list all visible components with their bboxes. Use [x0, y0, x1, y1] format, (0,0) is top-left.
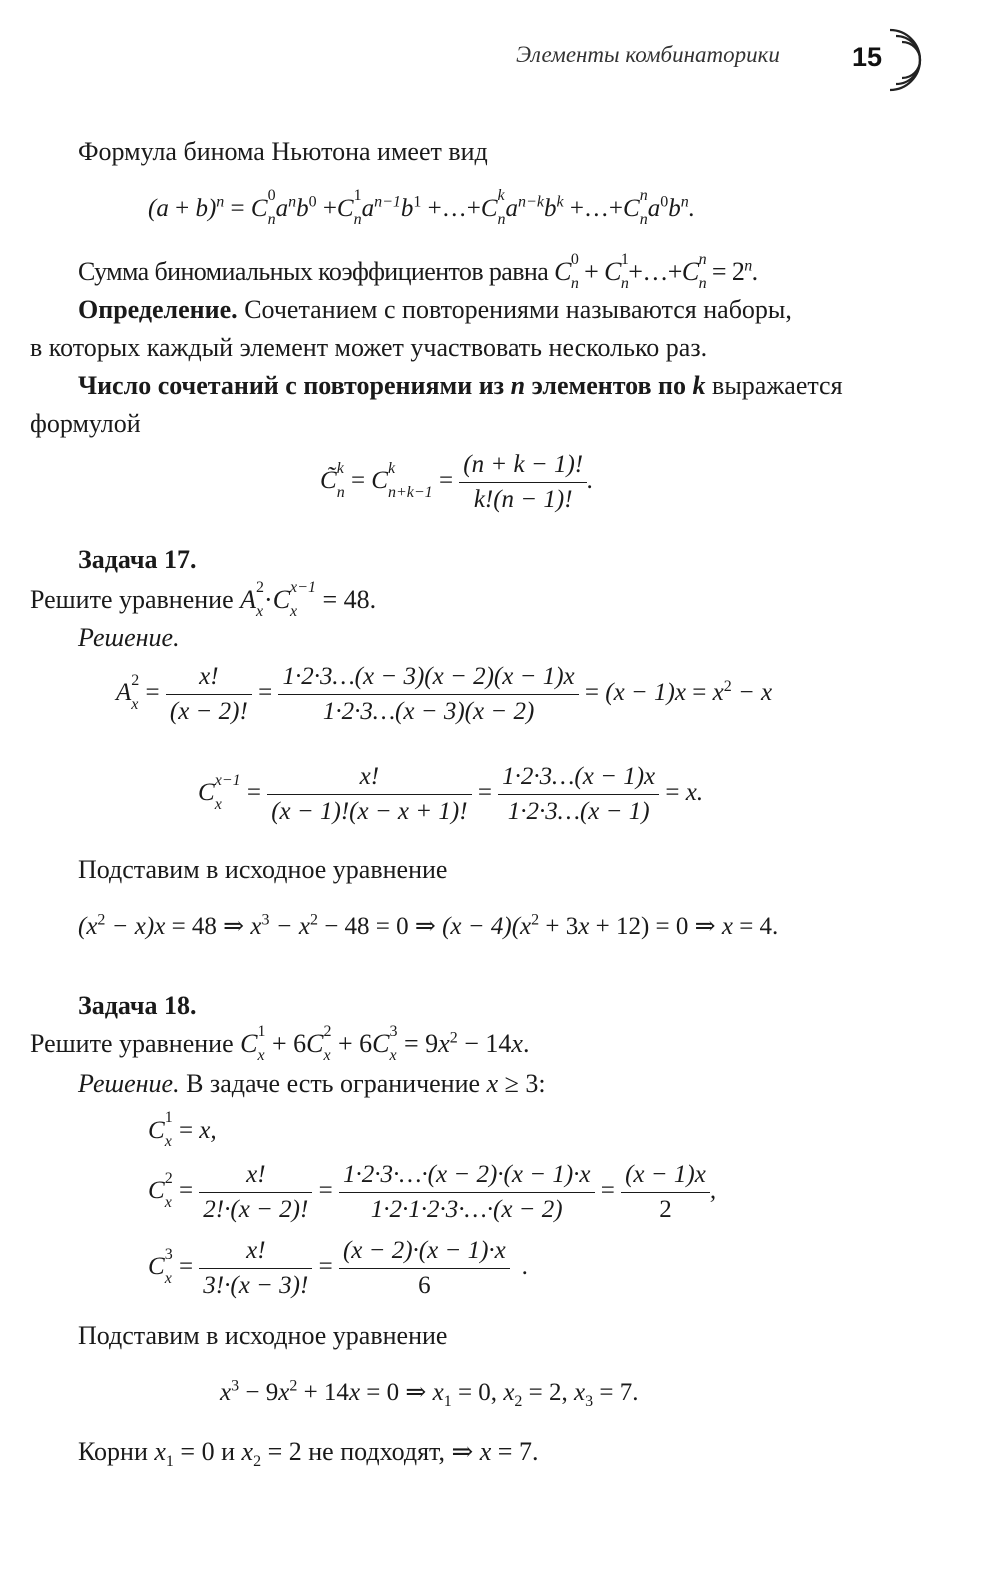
task17-substitute: Подставим в исходное уравнение [78, 855, 448, 884]
binomial-sum-line: Сумма биномиальных коэффициентов равна C 0 n + C 1 n +…+C n n = $2^n$. [78, 251, 758, 293]
definition-label: Определение. [78, 295, 238, 324]
definition-line1 [78, 294, 792, 326]
binomial-formula: $(a + b)^n = C$ 0 n $a^nb^0 +C$ 1 n $a^{n-1}b^1$ +…+C k n $a^{n-k}b^k$ +…+C n n $a^0b^n$. [148, 187, 695, 229]
task17-formula-c: C x−1 x = $\frac{x!}{(x - 1)!(x - x + 1)!}$ = $\frac{1\cdot 2\cdot 3\dots(x - 1)x}{1\cdot 2\cdot 3\dots(x - 1)}$ = x. [198, 763, 704, 825]
binomial-intro: Формула бинома Ньютона имеет вид [78, 137, 488, 166]
task18-formula-c1: C 1 x = x, [148, 1109, 217, 1151]
combo-rep-formula: C̃ k n = C k n+k−1 = $\frac{(n + k - 1)!}{k!(n - 1)!}$ . [320, 451, 594, 513]
page-number-arc-icon [886, 26, 932, 94]
task18-cubic-equation: $x^3 - 9x^2 + 14x = 0$ ⇒ $x_1 = 0$, $x_2 = 2$, $x_3 = 7$. [220, 1377, 639, 1410]
definition-text1: Сочетанием с повторениями называются наборы, [244, 295, 792, 324]
task17-statement-line: Решите уравнение A 2 x ·C x−1 x = 48. [30, 579, 377, 621]
combo-rep-line1: Число сочетаний с повторениями из n элементов по k выражается [78, 371, 843, 400]
combo-rep-line2: формулой [30, 409, 141, 438]
task17-equation-chain: $(x^2 - x)x = 48$ ⇒ $x^3 - x^2 - 48 = 0$ ⇒ $(x - 4)(x^2 + 3x + 12) = 0$ ⇒ x = 4. [78, 911, 779, 940]
task18-formula-c3: C 3 x = $\frac{x!}{3!\cdot(x - 3)!}$ = $\frac{(x - 2)\cdot(x - 1)\cdot x}{6}$ . [148, 1237, 529, 1299]
task17-solution-label: Решение. [78, 623, 180, 652]
task18-formula-c2: C 2 x = $\frac{x!}{2!\cdot(x - 2)!}$ = $\frac{1\cdot 2\cdot 3\cdot\dots\cdot(x - 2)\cdot(x - 1)\cdot x}{1\cdot 2\cdot 1\cdot 2\cdot 3\cdot\dots\cdot(x - 2)}$ = $\frac{(x - 1)x}{2}$ , [148, 1161, 717, 1223]
page-number: 15 [852, 42, 883, 72]
task18-conclusion: Корни $x_1 = 0$ и $x_2 = 2$ не подходят, ⇒ x = 7. [78, 1437, 539, 1471]
task18-substitute: Подставим в исходное уравнение [78, 1321, 448, 1350]
task18-solution-line: Решение. В задаче есть ограничение x ≥ 3: [78, 1069, 546, 1098]
task18-statement-line: Решите уравнение C 1 x + 6C 2 x + 6C 3 x = $9x^2 - 14x$. [30, 1023, 530, 1065]
task17-formula-a: A 2 x = $\frac{x!}{(x - 2)!}$ = $\frac{1\cdot 2\cdot 3\dots(x - 3)(x - 2)(x - 1)x}{1\cdot 2\cdot 3\dots(x - 3)(x - 2)}$ = $(x - 1)x = x^2 - x$ [116, 663, 773, 725]
binomial-sum-text: Сумма биномиальных коэффициентов равна [78, 257, 549, 286]
running-header-title: Элементы комбинаторики [516, 42, 780, 67]
definition-line2: в которых каждый элемент может участвовать несколько раз. [30, 333, 708, 362]
task18-title: Задача 18. [78, 991, 197, 1020]
task17-title: Задача 17. [78, 545, 197, 574]
